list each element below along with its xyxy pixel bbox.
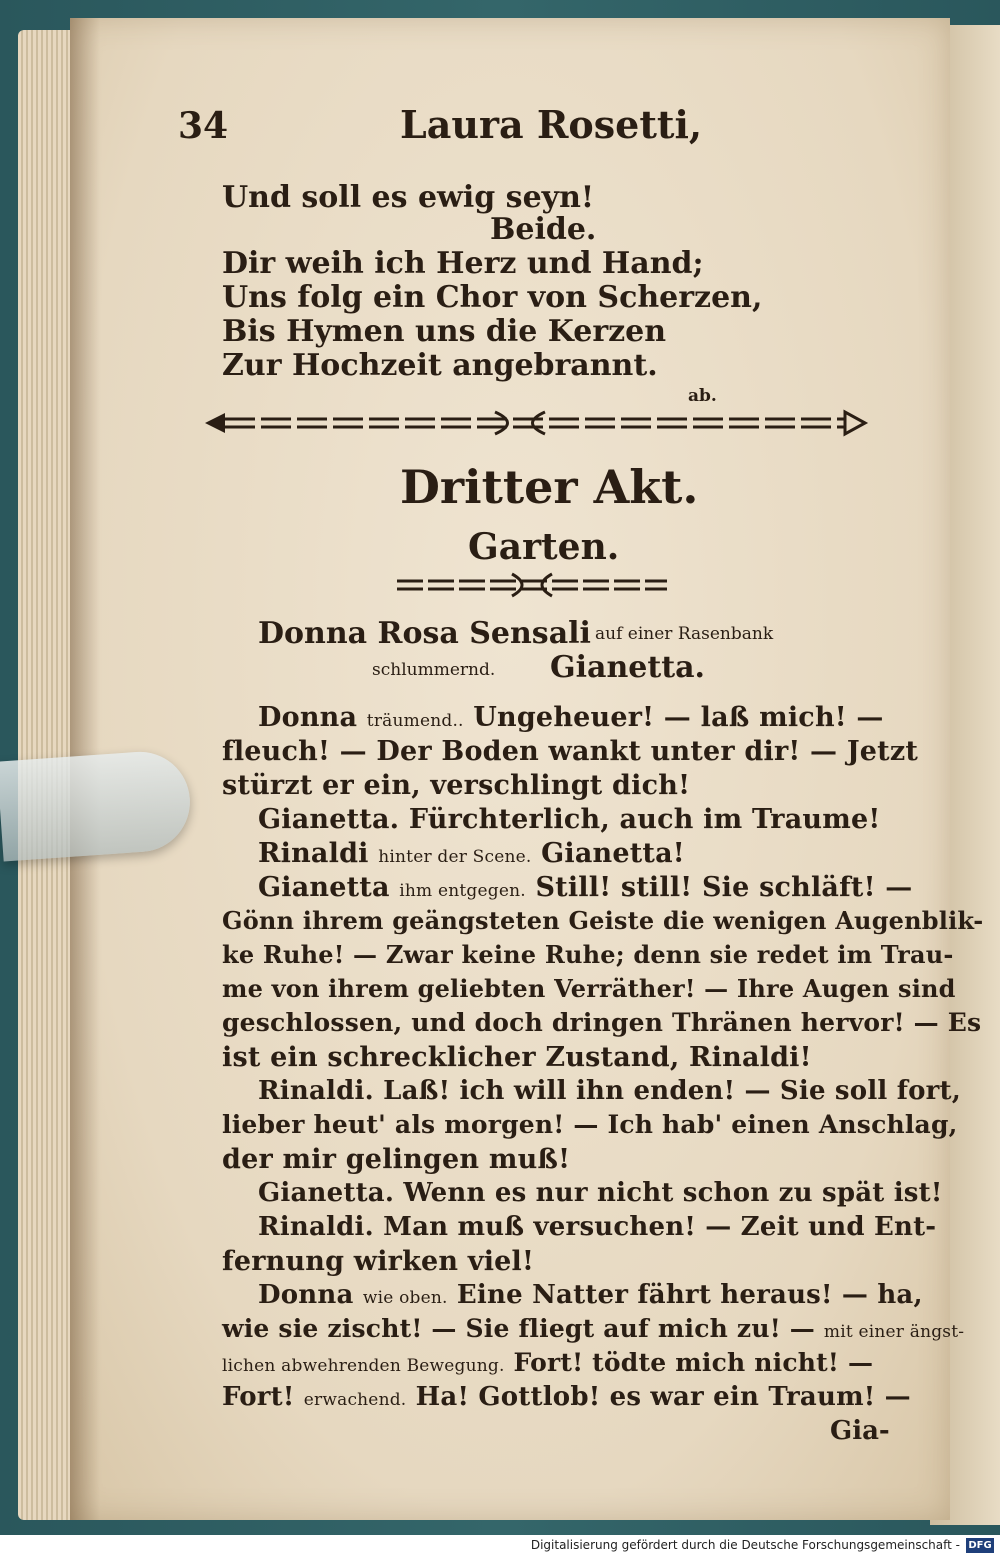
speaker: Gianetta. bbox=[258, 1178, 395, 1208]
running-title: Laura Rosetti, bbox=[400, 102, 703, 147]
dialogue-line-19 bbox=[222, 1314, 964, 1343]
dialogue-line-21 bbox=[222, 1382, 911, 1412]
direction: wie oben. bbox=[362, 1288, 448, 1308]
verse-line-1: Und soll es ewig seyn! bbox=[222, 180, 595, 215]
dialogue-line-10: geschlossen, und doch dringen Thränen hervor! — Es bbox=[222, 1008, 982, 1037]
direction: erwachend. bbox=[303, 1390, 407, 1410]
ornament-divider-icon bbox=[200, 408, 870, 438]
direction: lichen abwehrenden Bewegung. bbox=[222, 1356, 505, 1376]
speech: Still! still! Sie schläft! — bbox=[535, 872, 913, 903]
footer-credit: Digitalisierung gefördert durch die Deutsche Forschungsgemeinschaft - bbox=[530, 1538, 960, 1552]
stage-direction-rest-2: schlummernd. bbox=[372, 660, 496, 680]
speech: Man muß versuchen! — Zeit und Ent- bbox=[383, 1212, 937, 1242]
verse-line-5: Zur Hochzeit angebrannt. bbox=[222, 348, 658, 383]
dialogue-line-13: lieber heut' als morgen! — Ich hab' einen Anschlag, bbox=[222, 1110, 958, 1139]
exit-direction: ab. bbox=[688, 386, 717, 406]
direction: träumend.. bbox=[366, 711, 464, 731]
dialogue-line-7: Gönn ihrem geängsteten Geiste die wenigen Augenblik- bbox=[222, 906, 984, 935]
dialogue-line-9: me von ihrem geliebten Verräther! — Ihre Augen sind bbox=[222, 974, 956, 1003]
dialogue-line-1 bbox=[258, 702, 884, 733]
verse-line-2: Dir weih ich Herz und Hand; bbox=[222, 246, 704, 281]
speaker: Donna bbox=[258, 1280, 354, 1310]
dialogue-line-15 bbox=[258, 1178, 942, 1208]
speech: Fürchterlich, auch im Traume! bbox=[408, 804, 881, 835]
dialogue-line-4 bbox=[258, 804, 880, 835]
dialogue-line-5 bbox=[258, 838, 685, 869]
stage-direction-name-1: Donna Rosa Sensali bbox=[258, 616, 591, 651]
stage-direction-name-2: Gianetta. bbox=[550, 650, 705, 685]
dialogue-line-8: ke Ruhe! — Zwar keine Ruhe; denn sie redet im Trau- bbox=[222, 940, 954, 969]
speech: Fort! tödte mich nicht! — bbox=[513, 1348, 874, 1377]
page-number: 34 bbox=[178, 105, 229, 147]
verse-line-3: Uns folg ein Chor von Scherzen, bbox=[222, 280, 763, 315]
speech: Laß! ich will ihn enden! — Sie soll fort, bbox=[383, 1076, 962, 1106]
speaker: Rinaldi bbox=[258, 838, 369, 869]
speaker: Donna bbox=[258, 702, 358, 733]
speech: Ungeheuer! — laß mich! — bbox=[473, 702, 884, 733]
dialogue-line-3: stürzt er ein, verschlingt dich! bbox=[222, 770, 691, 801]
dialogue-line-16 bbox=[258, 1212, 936, 1242]
speaker: Gianetta bbox=[258, 872, 390, 903]
speech: wie sie zischt! — Sie fliegt auf mich zu! — bbox=[222, 1314, 815, 1343]
dialogue-line-2: fleuch! — Der Boden wankt unter dir! — Jetzt bbox=[222, 736, 919, 767]
stage-direction-rest-1: auf einer Rasenbank bbox=[595, 624, 774, 644]
dialogue-line-17: fernung wirken viel! bbox=[222, 1246, 535, 1277]
dialogue-line-11: ist ein schrecklicher Zustand, Rinaldi! bbox=[222, 1042, 812, 1073]
dialogue-line-6 bbox=[258, 872, 912, 903]
scene-title: Garten. bbox=[468, 526, 620, 568]
ornament-divider-small-icon bbox=[392, 570, 672, 600]
catchword: Gia- bbox=[830, 1416, 890, 1446]
dialogue-line-12 bbox=[258, 1076, 961, 1106]
speech: Ha! Gottlob! es war ein Traum! — bbox=[415, 1382, 911, 1412]
dialogue-line-18 bbox=[258, 1280, 923, 1310]
dfg-logo-icon: DFG bbox=[966, 1538, 994, 1553]
direction: hinter der Scene. bbox=[378, 847, 532, 867]
speech: Wenn es nur nicht schon zu spät ist! bbox=[403, 1178, 943, 1208]
scanner-finger-overlay bbox=[0, 748, 193, 861]
speaker: Rinaldi. bbox=[258, 1212, 374, 1242]
verse-speaker: Beide. bbox=[490, 212, 597, 247]
dialogue-line-20 bbox=[222, 1348, 873, 1377]
verse-line-4: Bis Hymen uns die Kerzen bbox=[222, 314, 667, 349]
speaker: Gianetta. bbox=[258, 804, 400, 835]
speech: Eine Natter fährt heraus! — ha, bbox=[456, 1280, 923, 1310]
direction: mit einer ängst- bbox=[823, 1322, 965, 1342]
dialogue-line-14: der mir gelingen muß! bbox=[222, 1144, 571, 1175]
speaker: Rinaldi. bbox=[258, 1076, 374, 1106]
act-title: Dritter Akt. bbox=[400, 460, 699, 514]
speech: Gianetta! bbox=[541, 838, 685, 869]
speech: Fort! bbox=[222, 1382, 295, 1412]
direction: ihm entgegen. bbox=[399, 881, 526, 901]
